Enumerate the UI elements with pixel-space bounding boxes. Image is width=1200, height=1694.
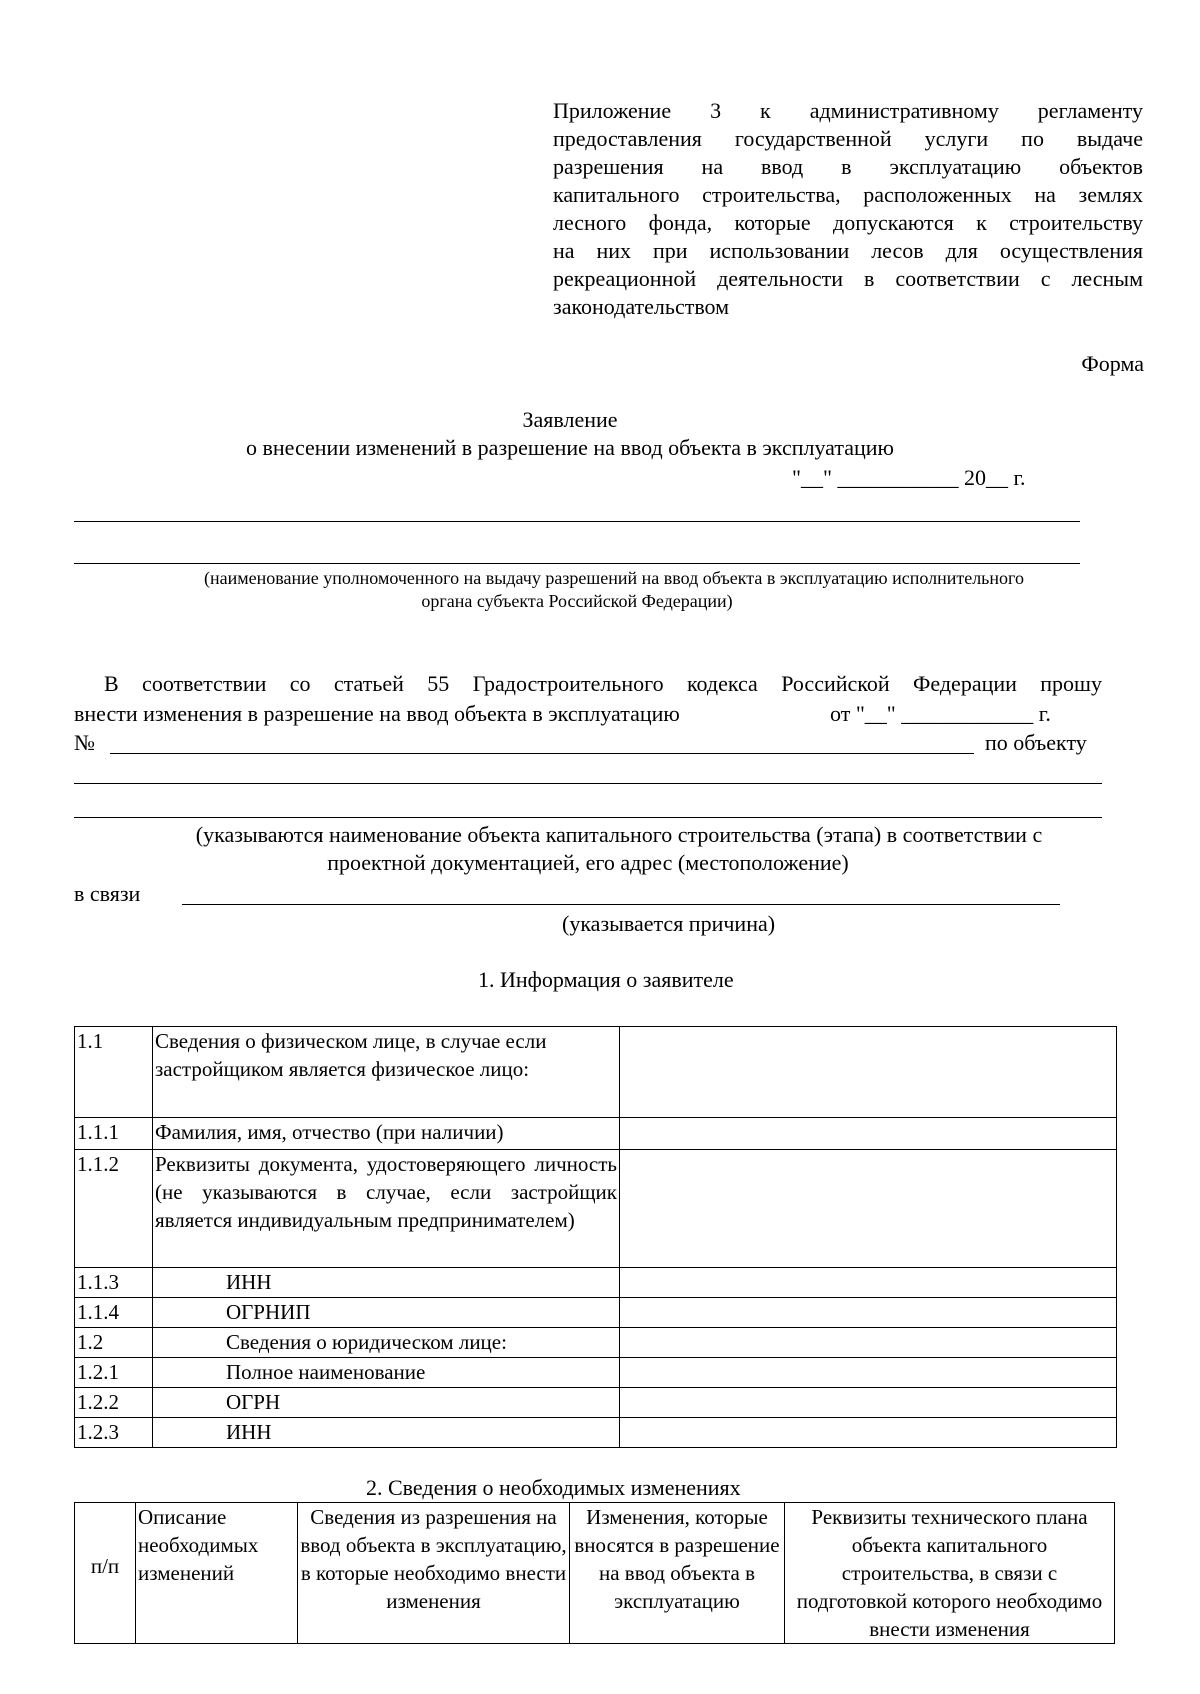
row-label: ОГРНИП (153, 1298, 620, 1328)
permit-number-line[interactable] (110, 753, 974, 754)
object-caption-1: (указываются наименование объекта капитального строительства (этапа) в соответствии с (195, 822, 1043, 847)
table-row (75, 1268, 1117, 1298)
request-text-1: В соответствии со статьей 55 Градостроительного кодекса Российской Федерации прошу (104, 671, 1102, 696)
applicant-info-table (74, 1026, 1117, 1448)
object-line-1[interactable] (74, 783, 1102, 784)
annex-line: Приложение 3 к административному регламенту (553, 98, 1143, 123)
table-row (75, 1027, 1117, 1118)
annex-line: рекреационной деятельности в соответствии с лесным (553, 266, 1143, 291)
table-row (75, 1118, 1117, 1150)
row-value-cell[interactable] (620, 1118, 1117, 1150)
row-label: ОГРН (153, 1388, 620, 1418)
row-number: 1.2.2 (75, 1388, 153, 1418)
reason-caption: (указывается причина) (562, 911, 776, 936)
annex-line: предоставления государственной услуги по выдаче (553, 126, 1143, 151)
document-title: Заявление (522, 407, 618, 432)
row-value-cell[interactable] (620, 1358, 1117, 1388)
date-field[interactable] (792, 464, 1026, 492)
object-line-2[interactable] (74, 817, 1102, 818)
row-number: 1.2.1 (75, 1358, 153, 1388)
form-label: Форма (1081, 351, 1144, 376)
row-label: Реквизиты документа, удостоверяющего личность (не указываются в случае, если застройщик является индивидуальным предпринимателем) (153, 1150, 620, 1268)
row-label: ИНН (153, 1418, 620, 1448)
changes-table (74, 1502, 1115, 1644)
row-value-cell[interactable] (620, 1388, 1117, 1418)
table-row (75, 1150, 1117, 1268)
column-header-number: п/п (75, 1503, 136, 1644)
annex-line: лесного фонда, которые допускаются к строительству (553, 210, 1143, 235)
request-line-2-from: от "__" ____________ г. (830, 701, 1051, 726)
annex-line: на них при использовании лесов для осуществления (553, 238, 1143, 263)
column-header-technical-plan: Реквизиты технического плана объекта капитального строительства, в связи с подготовкой которого необходимо внести изменения (785, 1503, 1115, 1644)
document-subtitle: о внесении изменений в разрешение на ввод объекта в эксплуатацию (246, 435, 894, 460)
authority-caption-2: органа субъекта Российской Федерации) (421, 591, 733, 611)
row-label: Полное наименование (153, 1358, 620, 1388)
table-row (75, 1298, 1117, 1328)
row-value-cell[interactable] (620, 1268, 1117, 1298)
reason-label: в связи (74, 881, 141, 906)
table-row (75, 1358, 1117, 1388)
row-value-cell[interactable] (620, 1328, 1117, 1358)
row-label: ИНН (153, 1268, 620, 1298)
row-number: 1.2.3 (75, 1418, 153, 1448)
request-line-2-start: внести изменения в разрешение на ввод объекта в эксплуатацию (74, 701, 680, 726)
annex-line: законодательством (553, 294, 730, 319)
date-day: "__" (792, 465, 832, 490)
row-number: 1.1.3 (75, 1268, 153, 1298)
row-number: 1.1.4 (75, 1298, 153, 1328)
table-row (75, 1328, 1117, 1358)
table-header-row (75, 1503, 1115, 1644)
row-number: 1.1.1 (75, 1118, 153, 1150)
authority-line-1[interactable] (74, 521, 1080, 522)
column-header-permit-info: Сведения из разрешения на ввод объекта в эксплуатацию, в которые необходимо внести изменения (298, 1503, 570, 1644)
column-header-changes: Изменения, которые вносятся в разрешение на ввод объекта в эксплуатацию (570, 1503, 785, 1644)
date-month-blank: ___________ (837, 465, 959, 490)
authority-line-2[interactable] (74, 563, 1080, 564)
annex-line: капитального строительства, расположенных на землях (553, 182, 1143, 207)
object-caption-2: проектной документацией, его адрес (местоположение) (327, 850, 849, 875)
table-row (75, 1418, 1117, 1448)
table-row (75, 1388, 1117, 1418)
annex-line: разрешения на ввод в эксплуатацию объектов (553, 154, 1143, 179)
row-number: 1.1 (75, 1027, 153, 1118)
row-number: 1.1.2 (75, 1150, 153, 1268)
column-header-description: Описание необходимых изменений (136, 1503, 298, 1644)
date-year: 20__ г. (963, 465, 1026, 490)
reason-line[interactable] (182, 904, 1060, 905)
row-label: Сведения о физическом лице, в случае если застройщиком является физическое лицо: (153, 1027, 620, 1118)
row-label: Фамилия, имя, отчество (при наличии) (153, 1118, 620, 1150)
authority-caption-1: (наименование уполномоченного на выдачу разрешений на ввод объекта в эксплуатацию исполнительного (204, 568, 1024, 588)
object-label: по объекту (985, 730, 1087, 755)
row-value-cell[interactable] (620, 1298, 1117, 1328)
permit-number-label: № (74, 730, 95, 755)
section-1-heading: 1. Информация о заявителе (478, 967, 734, 992)
request-line-1 (74, 670, 1102, 698)
section-2-heading: 2. Сведения о необходимых изменениях (366, 1475, 741, 1500)
annex-header (553, 97, 1143, 321)
row-value-cell[interactable] (620, 1150, 1117, 1268)
row-value-cell[interactable] (620, 1418, 1117, 1448)
row-value-cell[interactable] (620, 1027, 1117, 1118)
row-number: 1.2 (75, 1328, 153, 1358)
row-label: Сведения о юридическом лице: (153, 1328, 620, 1358)
